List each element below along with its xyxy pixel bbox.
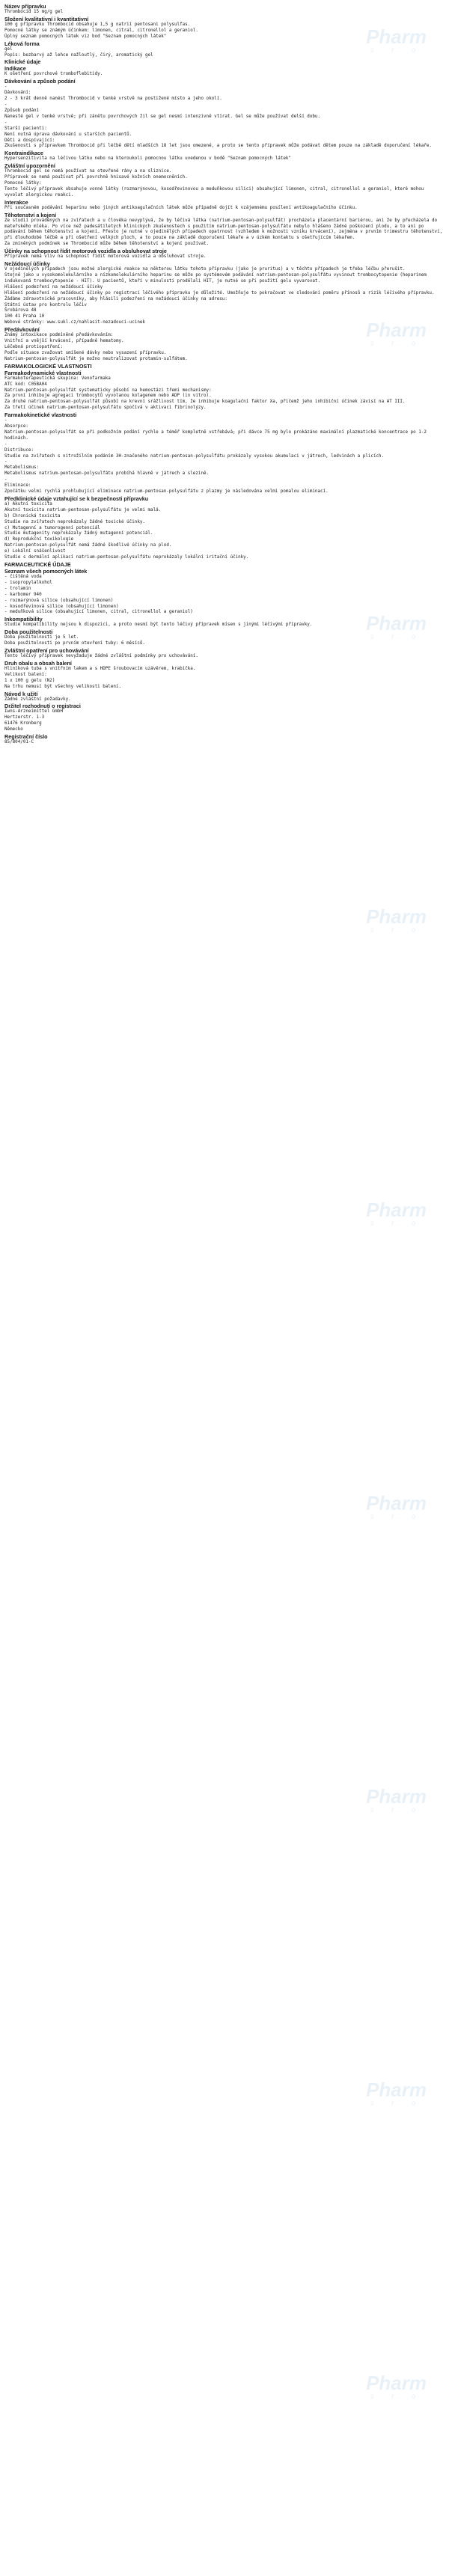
section-body: - Absorpce: Natrium-pentosan-polysulfát se při podkožním podání rychle a téměř kompletně vstřebává; při dávce 75 mg bylo prokázáno maximální plazmatické koncentrace po 1-2 hodinách. - Distribuce: Studie na zvířatech s nitrožilním podáním 3H-značeného natrium-pentosan-polysulfátu prokázaly vysokou akumulaci v játrech, ledvinách a plicích. - Metabolismus: Metabolismus natrium-pentosan-polysulfátu probíhá hlavně v játrech a slezině. - Eliminace: Zpočátku velmi rychlá prohlubující eliminace natrium-pentosan-polysulfátu z plazmy je následována velmi pomalou eliminací. [4, 418, 427, 494]
section-body: Farmakoterapeutická skupina: Venofarmaka ATC kód: C05BA04 Natrium-pentosan-polysulfát systematicky působí na hemostázi třemi mechanismy: Za první inhibuje agregaci trombocytů vyvolanou kolagenem nebo ADP (in vitro). Za druhé natrium-pentosan-polysulfát působí na krevní srážlivost tím, že inhibuje koagulační faktor Xa, přičemž jeho inhibiční účinek závisí na AT III. Za třetí účinek natrium-pentosan-polysulfátu spočívá v aktivaci fibrinolýzy. [4, 376, 406, 411]
section [4, 150, 445, 162]
section [4, 199, 445, 212]
section-body: Žádné zvláštní požadavky. [4, 697, 71, 702]
section-heading: Složení kvalitativní i kvantitativní [4, 15, 89, 22]
section-body: gel Popis: bezbarvý až lehce nažloutlý, čirý, aromatický gel [4, 46, 153, 58]
section-body: Hlášení podezření na nežádoucí účinky Hlášení podezření na nežádoucí účinky po registraci léčivého přípravku je důležité. Umožňuje to pokračovat ve sledování poměru přínosů a rizik léčivého přípravku. Žádáme zdravotnické pracovníky, aby hlásili podezření na nežádoucí účinky na adresu: Státní ústav pro kontrolu léčiv Šrobárova 48 100 41 Praha 10 Webové stránky: www.sukl.cz/nahlasit-nezadouci-ucinek [4, 284, 435, 325]
section [4, 212, 445, 248]
section [4, 616, 445, 628]
section-body: 85/804/01-C [4, 740, 34, 745]
section [4, 162, 445, 199]
section-heading: Léková forma [4, 40, 40, 47]
section-body: Známý intoxikace podmíněné předávkováním: Vnitřní a vnější krvácení, případně hematomy. Léčebná protiopatření: Podle situace zvažovat smíšené dávky nebo vysazení přípravku. Natrium-pentosan-polysulfát je možno neutralizovat protamin-sulfátem. [4, 333, 188, 361]
section [4, 40, 445, 59]
section-heading: Klinické údaje [4, 58, 41, 66]
section [4, 260, 445, 285]
section [4, 568, 445, 616]
section-heading: Těhotenství a kojení [4, 211, 57, 218]
section-body: Doba použitelnosti je 5 let. Doba použitelnosti po prvním otevření tuby: 6 měsíců. [4, 635, 145, 646]
section [4, 660, 445, 691]
section-heading: Registrační číslo [4, 733, 48, 741]
section-heading: Držitel rozhodnutí o registraci [4, 703, 81, 710]
watermark-mark: Pharm s. r. o. [366, 905, 427, 934]
watermark-mark: Pharm s. r. o. [366, 2372, 427, 2401]
section-heading: Návod k užití [4, 690, 38, 697]
section-body: Hypersenzitivita na léčivou látku nebo na kteroukoli pomocnou látku uvedenou v bodě "Seznam pomocných látek" [4, 156, 292, 162]
watermark-mark: Pharm s. r. o. [366, 1785, 427, 1814]
section-body: Thrombocid gel se nemá používat na otevřené rány a na sliznice. Přípravek se nemá používat při povrchně hnisavé kožních onemocněních. Pomocné látky: Tento léčivý přípravek obsahuje vonné látky (rozmarýnovou, kosodřevinovou a meduňkovou silici) obsahující limonen, citral, citronellol a geraniol, které mohou vyvolat alergickou reakci. [4, 169, 424, 198]
section-heading: Inkompatibility [4, 616, 43, 623]
section [4, 495, 445, 561]
section-body: Při současném podávání heparinu nebo jiných antikoagulačních látek může případně dojít k vzájemnému posílení antikoagulačního účinku. [4, 205, 358, 210]
section-heading: Název přípravku [4, 3, 46, 10]
section-heading: Dávkování a způsob podání [4, 78, 76, 85]
section-body: Studie kompatibility nejsou k dispozici, a proto nesmí být tento léčivý přípravek mísen s jinými léčivými přípravky. [4, 622, 313, 628]
section-heading: Předklinické údaje vztahující se k bezpečnosti přípravku [4, 495, 149, 502]
section-heading: Předávkování [4, 326, 40, 334]
section-heading: Farmakodynamické vlastnosti [4, 369, 82, 376]
section [4, 65, 445, 78]
section-heading: Interakce [4, 198, 28, 206]
section [4, 412, 445, 495]
section-body: Ze studií prováděných na zvířatech a u člověka nevyplývá, že by léčivá látka (natrium-pentosan-polysulfát) procházela placentární bariérou, ani že by přecházela do mateřského mléka. Po více než padesátiletých klinických zkušenostech s použitím natrium-pentosan-polysulfátu nebylo hlášeno žádné poškození plodu, a to ani po podávání během těhotenství a kojení. Přesto je nutné v ojedinělých případech opatrnost (vzhledem k možnosti vzniku krvácení), zejména v prvním trimestru těhotenství, při dlouhodobé léčbě a při ošetření velkých ploch, a to pouze na základě doporučení lékaře a v úzkém kontaktu s ošetřujícím lékařem. Za zmíněných podmínek se Thrombocid může během těhotenství a kojení používat. [4, 218, 443, 247]
watermark-mark: Pharm s. r. o. [366, 1199, 427, 1228]
section-body: Thrombocid 15 mg/g gel [4, 10, 64, 14]
section-body: Tento léčivý přípravek nevyžaduje žádné zvláštní podmínky pro uchovávání. [4, 654, 198, 659]
section [4, 691, 445, 703]
section-body: a) Akutní toxicita Akutní toxicita natrium-pentosan-polysulfátu je velmi malá. b) Chronická toxicita Studie na zvířatech neprokázaly žádné toxické účinky. c) Mutagenní a tumorogenní potenciál Studie mutagenity neprokázaly žádný mutagenní potenciál. d) Reprodukční toxikologie Natrium-pentosan-polysulfát nemá žádné škodlivé účinky na plod. e) Lokální snášenlivost Studie s dermální aplikací natrium-pentosan-polysulfátu neprokázaly lokální iritační účinky. [4, 501, 249, 560]
section [4, 370, 445, 412]
section [4, 58, 445, 65]
section [4, 647, 445, 660]
section [4, 248, 445, 260]
section [4, 703, 445, 733]
section [4, 78, 445, 150]
section-body: 100 g přípravku Thrombocid obsahuje 1,5 g natrií pentosani polysulfas. Pomocné látky se známým účinkem: limonen, citral, citronellol a geraniol. Úplný seznam pomocných látek viz bod "Seznam pomocných látek" [4, 22, 198, 39]
section-body: - čištěná voda - isopropylalkohol - trolamin - karbomer 940 - rozmarýnová silice (obsahující limonen) - kosodřevinová silice (obsahující limonen) - meduňková silice (obsahující limonen, citral, citronellol a geraniol) [4, 574, 193, 615]
section-body: - Dávkování: 2 - 3 krát denně nanést Thrombocid v tenké vrstvě na postižené místo a jeho okolí. - Způsob podání Nanesté gel v tenké vrstvě; při zánětu povrchových žil se gel nesmí intenzivně vtírat. Gel se může používat delší dobu. - Starší pacienti: Není nutná úprava dávkování u starších pacientů. Děti a dospívající: Zkušenosti s přípravkem Thrombocid při léčbě dětí mladších 18 let jsou omezené, a proto se tento přípravek může podávat dětem pouze na základě doporučení lékaře. [4, 85, 432, 149]
section-heading: Zvláštní upozornění [4, 162, 55, 170]
section [4, 16, 445, 40]
section-heading: Zvláštní opatření pro uchovávání [4, 647, 89, 655]
section-heading: Farmakokinetické vlastnosti [4, 412, 77, 419]
section-body: K ošetření povrchové tromboflebitidy. [4, 72, 103, 77]
watermark-mark: Pharm s. r. o. [366, 2078, 427, 2108]
watermark-mark: Pharm s. r. o. [366, 1492, 427, 1521]
section [4, 561, 445, 568]
section [4, 3, 445, 16]
section-body: Přípravek nemá vliv na schopnost řídit motorová vozidla a obsluhovat stroje. [4, 254, 207, 260]
section-heading: Doba použitelnosti [4, 628, 53, 636]
spc-document [0, 0, 449, 752]
section-heading: FARMACEUTICKÉ ÚDAJE [4, 560, 71, 568]
section-heading: Účinky na schopnost řídit motorová vozidla a obsluhovat stroje [4, 248, 167, 255]
section-heading: Kontraindikace [4, 150, 43, 157]
watermark-mark: Pharm s. r. o. [366, 612, 427, 641]
section [4, 363, 445, 370]
section-heading: FARMAKOLOGICKÉ VLASTNOSTI [4, 362, 92, 370]
section-body: Iwns-Arzneimittel GmbH Hertzerstr. 1-3 61476 Kronberg Německo [4, 709, 64, 732]
section-heading: Druh obalu a obsah balení [4, 659, 72, 667]
section [4, 285, 445, 326]
section [4, 733, 445, 746]
section-heading: Indikace [4, 65, 26, 73]
watermark-mark: Pharm s. r. o. [366, 319, 427, 348]
section-heading: Nežádoucí účinky [4, 260, 50, 268]
section [4, 326, 445, 363]
section [4, 628, 445, 647]
section-heading: Seznam všech pomocných látek [4, 567, 88, 575]
section-body: Hliníková tuba s vnitřním lakem a s HDPE šroubovacím uzávěrem, krabička. Velikost balení: 1 x 100 g gelu (N2) Na trhu nemusí být všechny velikosti balení. [4, 666, 196, 689]
section-body: V ojedinělých případech jsou možné alergické reakce na některou látku tohoto přípravku (jako je pruritus) a v těchto případech je třeba léčbu přerušit. Stejně jako u vysokomolekulárního a nízkomolekulárního heparinu se může po systémovém podávání natrium-pentosan-polysulfátu vyvinout trombocytopenie (heparinem indukovaná trombocytopenie - HIT). U pacientů, kteří v minulosti prodělali HIT, je nutné se při použití gelu vyvarovat. [4, 267, 427, 284]
watermark-mark: Pharm s. r. o. [366, 25, 427, 55]
